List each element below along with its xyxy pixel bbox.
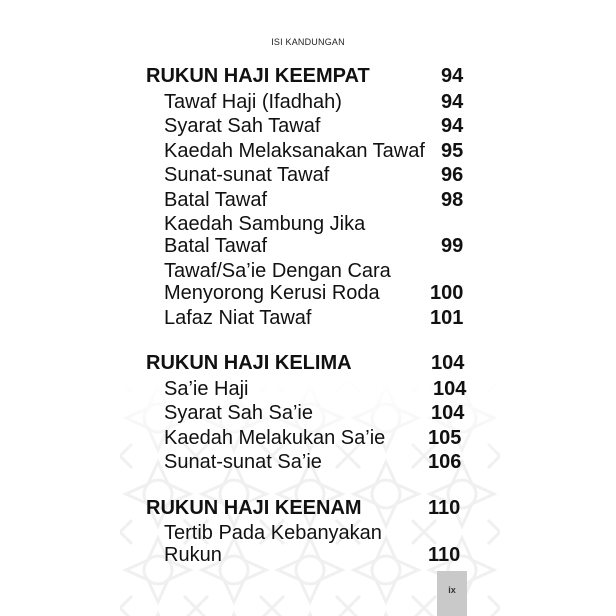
entry-title: Sunat-sunat Tawaf: [164, 164, 330, 186]
section-page: 94: [441, 65, 464, 87]
entry-page: 110: [428, 544, 461, 566]
entry-title: Tertib Pada Kebanyakan: [164, 522, 382, 544]
entry-page: 105: [428, 427, 462, 449]
toc-entry[interactable]: [0, 91, 616, 113]
toc-entry[interactable]: [0, 451, 616, 473]
toc-entry[interactable]: [0, 427, 616, 449]
entry-title: Kaedah Sambung Jika: [164, 213, 366, 235]
entry-page: 99: [441, 235, 464, 257]
entry-page: 104: [431, 402, 465, 424]
toc-section-heading[interactable]: [0, 497, 616, 519]
section-title: RUKUN HAJI KEEMPAT: [146, 65, 370, 87]
toc-entry[interactable]: [0, 140, 616, 162]
toc-entry[interactable]: [0, 115, 616, 137]
section-page: 104: [431, 352, 465, 374]
entry-title: Kaedah Melaksanakan Tawaf: [164, 140, 425, 162]
entry-page: 101: [430, 307, 464, 329]
entry-title: Sunat-sunat Sa’ie: [164, 451, 322, 473]
entry-title: Tawaf Haji (Ifadhah): [164, 91, 342, 113]
entry-page: 95: [441, 140, 464, 162]
toc-entry-continued[interactable]: [0, 544, 616, 566]
entry-title: Tawaf/Sa’ie Dengan Cara: [164, 260, 391, 282]
page-number: ix: [448, 585, 456, 595]
entry-page: 96: [441, 164, 464, 186]
toc-section-heading[interactable]: [0, 352, 616, 374]
section-title: RUKUN HAJI KEENAM: [146, 497, 362, 519]
toc-entry[interactable]: [0, 164, 616, 186]
toc-entry[interactable]: [0, 213, 616, 235]
toc-entry[interactable]: [0, 260, 616, 282]
entry-page: 98: [441, 189, 464, 211]
page-number-tab: [437, 571, 467, 616]
toc-entry[interactable]: [0, 522, 616, 544]
entry-page: 94: [441, 115, 464, 137]
toc-entry[interactable]: [0, 378, 616, 400]
toc-entry[interactable]: [0, 189, 616, 211]
toc-entry[interactable]: [0, 402, 616, 424]
entry-title-line2: Menyorong Kerusi Roda: [164, 282, 380, 304]
entry-page: 94: [441, 91, 464, 113]
entry-title-line2: Rukun: [164, 544, 222, 566]
toc-entry-continued[interactable]: [0, 235, 616, 257]
entry-title: Syarat Sah Tawaf: [164, 115, 321, 137]
entry-title: Kaedah Melakukan Sa’ie: [164, 427, 386, 449]
running-header: ISI KANDUNGAN: [271, 37, 345, 47]
entry-page: 100: [430, 282, 464, 304]
entry-title: Batal Tawaf: [164, 189, 268, 211]
entry-title: Lafaz Niat Tawaf: [164, 307, 312, 329]
toc-entry[interactable]: [0, 307, 616, 329]
section-title: RUKUN HAJI KELIMA: [146, 352, 352, 374]
toc-entry-continued[interactable]: [0, 282, 616, 304]
entry-page: 104: [433, 378, 467, 400]
entry-title-line2: Batal Tawaf: [164, 235, 268, 257]
entry-title: Syarat Sah Sa’ie: [164, 402, 313, 424]
section-page: 110: [428, 497, 461, 519]
entry-title: Sa’ie Haji: [164, 378, 249, 400]
toc-section-heading[interactable]: [0, 65, 616, 87]
entry-page: 106: [428, 451, 462, 473]
